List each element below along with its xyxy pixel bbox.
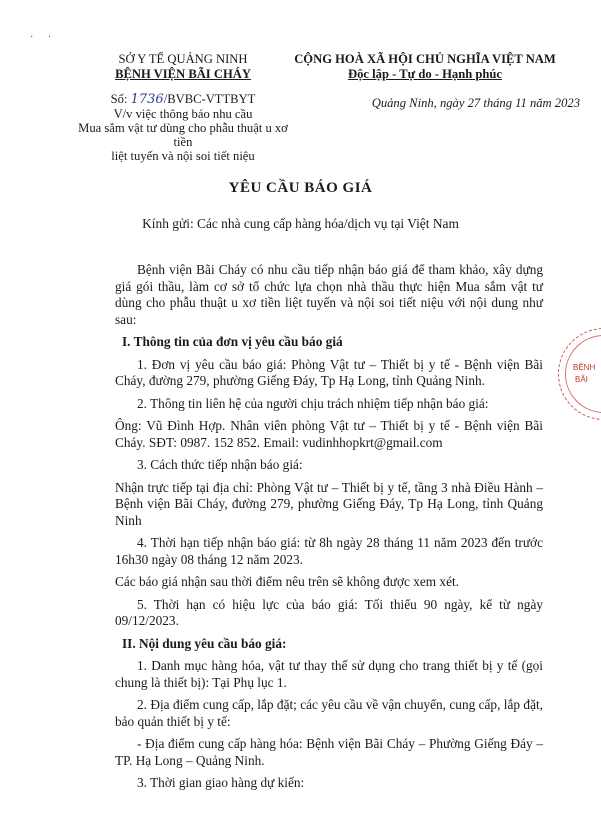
scan-specks: · · — [30, 32, 58, 43]
section-1-heading: I. Thông tin của đơn vị yêu cầu báo giá — [122, 334, 343, 349]
nation-title: CỘNG HOÀ XÃ HỘI CHỦ NGHĨA VIỆT NAM — [294, 52, 556, 66]
subject-line-3: liệt tuyến và nội soi tiết niệu — [111, 149, 255, 163]
official-stamp — [558, 328, 601, 420]
section-2-heading: II. Nội dung yêu cầu báo giá: — [122, 635, 287, 651]
stamp-text-1: BỆNH — [573, 363, 596, 372]
paragraph: 1. Danh mục hàng hóa, vật tư thay thế sử dụng cho trang thiết bị y tế (gọi chung là thiết bị): Tại Phụ lục 1. — [115, 658, 543, 690]
greeting: Kính gửi: Các nhà cung cấp hàng hóa/dịch vụ tại Việt Nam — [142, 216, 459, 231]
document-date: Quảng Ninh, ngày 27 tháng 11 năm 2023 — [371, 96, 580, 110]
paragraph: - Địa điểm cung cấp hàng hóa: Bệnh viện Bãi Cháy – Phường Giếng Đáy – TP. Hạ Long – Quảng Ninh. — [115, 736, 543, 768]
paragraph: Các báo giá nhận sau thời điểm nêu trên sẽ không được xem xét. — [115, 574, 459, 589]
paragraph: 2. Thông tin liên hệ của người chịu trách nhiệm tiếp nhận báo giá: — [137, 395, 489, 411]
nation-motto: Độc lập - Tự do - Hạnh phúc — [348, 67, 502, 81]
nation-block — [280, 52, 570, 82]
paragraph: 3. Thời gian giao hàng dự kiến: — [137, 775, 305, 790]
issuer-hospital: BỆNH VIỆN BÃI CHÁY — [115, 67, 251, 81]
issuer-org: SỞ Y TẾ QUẢNG NINH — [118, 52, 248, 66]
document-body — [115, 262, 543, 798]
number-handwritten: 1736 — [130, 92, 164, 107]
stamp-text-2: BÃI — [575, 375, 588, 384]
issuer-block — [68, 52, 298, 163]
paragraph: 2. Địa điểm cung cấp, lắp đặt; các yêu cầu về vận chuyển, cung cấp, lắp đặt, bảo quản thiết bị y tế: — [115, 697, 543, 729]
number-suffix: /BVBC-VTTBYT — [163, 92, 256, 106]
paragraph: Nhận trực tiếp tại địa chỉ: Phòng Vật tư – Thiết bị y tế, tầng 3 nhà Điều Hành – Bệnh viện Bãi Cháy, đường 279, phường Giếng Đáy, Tp Hạ Long, tỉnh Quảng Ninh — [115, 479, 543, 528]
document-number — [68, 92, 298, 107]
number-prefix: Số: — [110, 92, 128, 106]
paragraph: 4. Thời hạn tiếp nhận báo giá: từ 8h ngày 28 tháng 11 năm 2023 đến trước 16h30 ngày 08 tháng 12 năm 2023. — [115, 535, 543, 567]
paragraph: 1. Đơn vị yêu cầu báo giá: Phòng Vật tư – Thiết bị y tế - Bệnh viện Bãi Cháy, đường 279, phường Giếng Đáy, Tp Hạ Long, tỉnh Quảng Ninh. — [115, 356, 543, 388]
subject-line-2: Mua sắm vật tư dùng cho phẫu thuật u xơ tiền — [78, 121, 288, 149]
subject-line-1: V/v việc thông báo nhu cầu — [113, 107, 253, 121]
document-title: YÊU CẦU BÁO GIÁ — [228, 180, 373, 196]
stamp-ring — [565, 335, 601, 413]
intro-paragraph: Bệnh viện Bãi Cháy có nhu cầu tiếp nhận báo giá để tham khảo, xây dựng giá gói thầu, làm cơ sở tổ chức lựa chọn nhà thầu thực hiện Mua sắm vật tư dùng cho phẫu thuật u xơ tiền liệt tuyến và nội soi tiết niệu với nội dung như sau: — [115, 262, 543, 327]
paragraph: 5. Thời hạn có hiệu lực của báo giá: Tối thiểu 90 ngày, kể từ ngày 09/12/2023. — [115, 596, 543, 628]
paragraph: Ông: Vũ Đình Hợp. Nhân viên phòng Vật tư – Thiết bị y tế - Bệnh viện Bãi Cháy. SĐT: 0987. 152 852. Email: vudinhhopkrt@gmail.com — [115, 418, 543, 450]
paragraph: 3. Cách thức tiếp nhận báo giá: — [137, 457, 303, 472]
